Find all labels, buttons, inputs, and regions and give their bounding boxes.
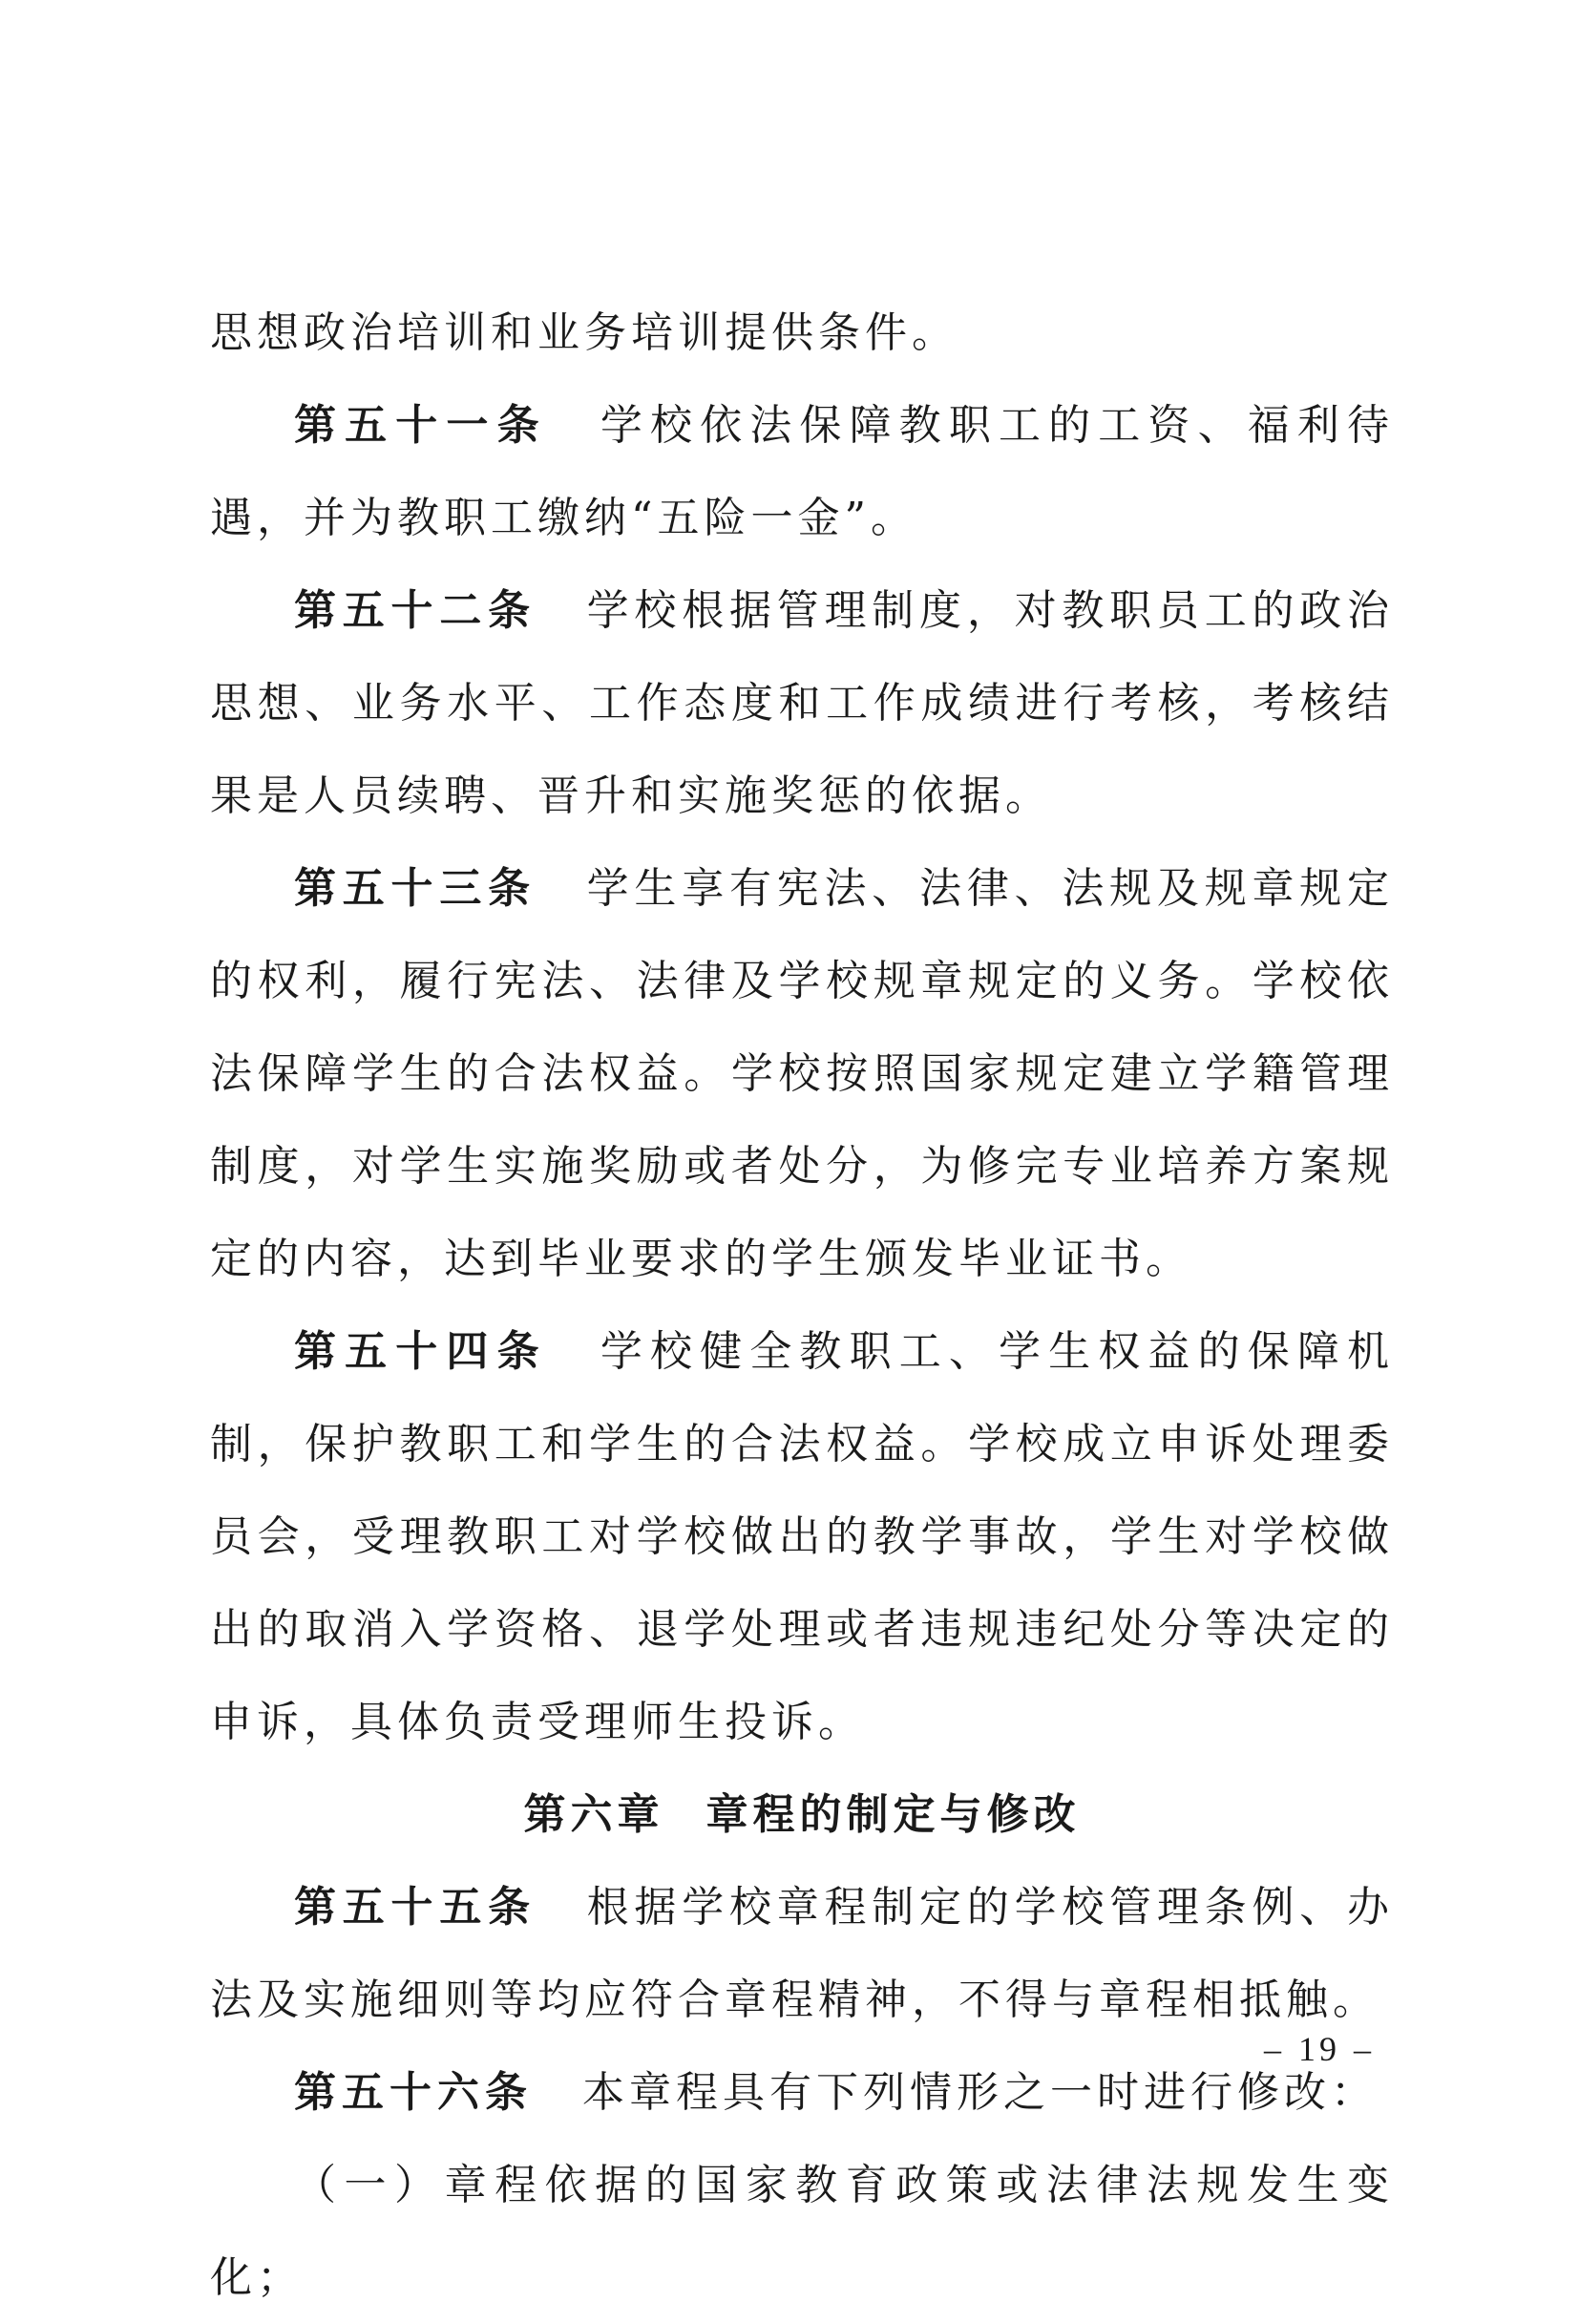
article-52 xyxy=(210,564,1394,842)
article-text: 根据学校章程制定的学校管理条例、办法及实施细则等均应符合章程精神，不得与章程相抵触。 xyxy=(210,1883,1395,2024)
article-number: 第五十三条 xyxy=(294,864,537,913)
article-text: 学校依法保障教职工的工资、福利待遇，并为教职工缴纳“五险一金”。 xyxy=(210,401,1395,542)
article-text: 学校健全教职工、学生权益的保障机制，保护教职工和学生的合法权益。学校成立申诉处理委员会，受理教职工对学校做出的教学事故，学生对学校做出的取消入学资格、退学处理或者违规违纪处分等决定的申诉，具体负责受理师生投诉。 xyxy=(210,1327,1395,1746)
article-53 xyxy=(210,842,1394,1305)
page-number xyxy=(1251,2029,1388,2069)
list-item: （一）章程依据的国家教育政策或法律法规发生变化； xyxy=(210,2161,1394,2302)
body-text xyxy=(210,286,1394,2324)
page-number-dash-left: – xyxy=(1264,2030,1285,2068)
page-number-dash-right: – xyxy=(1354,2030,1375,2068)
article-number: 第五十四条 xyxy=(294,1327,548,1376)
article-51 xyxy=(210,379,1394,564)
page-number-value: 19 xyxy=(1298,2030,1340,2068)
article-55 xyxy=(210,1861,1394,2046)
chapter-title: 章程的制定与修改 xyxy=(705,1790,1081,1839)
article-number: 第五十二条 xyxy=(294,586,537,635)
article-54 xyxy=(210,1305,1394,1768)
article-text: 学校根据管理制度，对教职员工的政治思想、业务水平、工作态度和工作成绩进行考核，考核结果是人员续聘、晋升和实施奖惩的依据。 xyxy=(210,586,1395,820)
chapter-number: 第六章 xyxy=(523,1790,664,1839)
article-number: 第五十一条 xyxy=(294,401,548,450)
article-number: 第五十五条 xyxy=(294,1883,537,1932)
continuation-paragraph: 思想政治培训和业务培训提供条件。 xyxy=(210,308,958,357)
article-56 xyxy=(210,2046,1394,2139)
article-number: 第五十六条 xyxy=(294,2068,533,2117)
article-text: 学生享有宪法、法律、法规及规章规定的权利，履行宪法、法律及学校规章规定的义务。学校依法保障学生的合法权益。学校按照国家规定建立学籍管理制度，对学生实施奖励或者处分，为修完专业培养方案规定的内容，达到毕业要求的学生颁发毕业证书。 xyxy=(210,864,1395,1283)
article-text: 本章程具有下列情形之一时进行修改： xyxy=(582,2068,1378,2117)
chapter-heading xyxy=(210,1768,1394,1861)
